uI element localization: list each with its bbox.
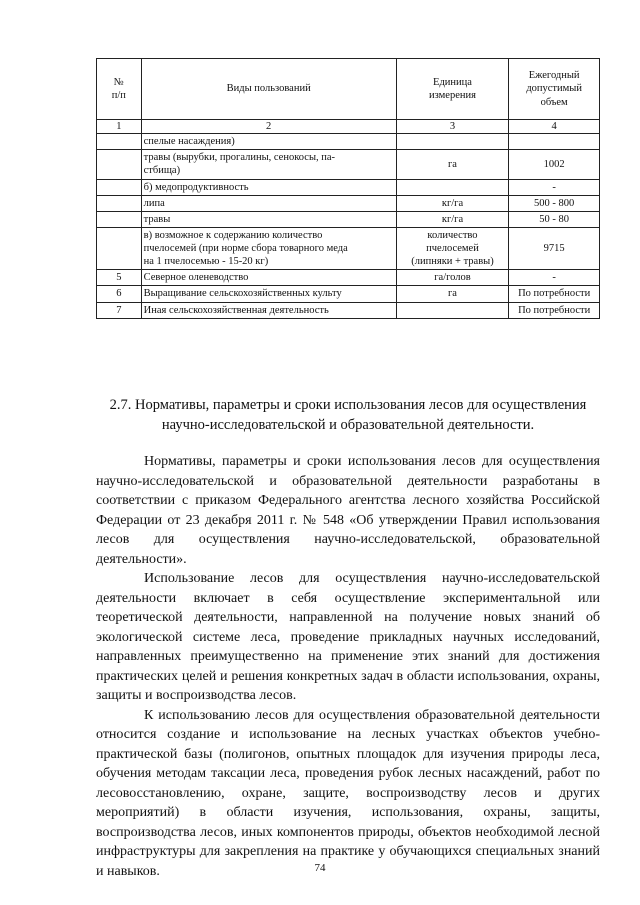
row-number bbox=[97, 227, 142, 269]
unit-cell: количество пчелосемей (липняки + травы) bbox=[396, 227, 509, 269]
table-body bbox=[97, 120, 600, 319]
paragraph: Использование лесов для осуществления научно-исследовательской деятельности включает в себя осуществление экспериментальной или теоретической деятельности, направленной на получение новых знаний об экологической системе леса, проведение прикладных научных исследований, направленных преимущественно на применение этих знаний для достижения практических целей и решения конкретных задач в области использования, охраны, защиты и воспроизводства лесов. bbox=[96, 571, 600, 703]
volume-cell: 9715 bbox=[509, 227, 600, 269]
header-unit: Единица измерения bbox=[396, 59, 509, 120]
row-number bbox=[97, 179, 142, 195]
forest-usage-table bbox=[96, 58, 600, 319]
table-row bbox=[97, 134, 600, 150]
unit-cell bbox=[396, 134, 509, 150]
table-row bbox=[97, 195, 600, 211]
volume-cell: По потребности bbox=[509, 302, 600, 318]
column-number: 1 bbox=[97, 120, 142, 134]
volume-cell bbox=[509, 134, 600, 150]
header-number: № п/п bbox=[97, 59, 142, 120]
table-row bbox=[97, 270, 600, 286]
unit-cell: га/голов bbox=[396, 270, 509, 286]
unit-cell: кг/га bbox=[396, 195, 509, 211]
usage-type-cell: липа bbox=[141, 195, 396, 211]
row-number bbox=[97, 195, 142, 211]
unit-cell: кг/га bbox=[396, 211, 509, 227]
volume-cell: По потребности bbox=[509, 286, 600, 302]
row-number bbox=[97, 211, 142, 227]
unit-cell: га bbox=[396, 150, 509, 179]
volume-cell: 50 - 80 bbox=[509, 211, 600, 227]
row-number bbox=[97, 150, 142, 179]
usage-type-cell: Иная сельскохозяйственная деятельность bbox=[141, 302, 396, 318]
usage-type-cell: травы (вырубки, прогалины, сенокосы, па- стбища) bbox=[141, 150, 396, 179]
column-number: 3 bbox=[396, 120, 509, 134]
volume-cell: 1002 bbox=[509, 150, 600, 179]
column-number-row bbox=[97, 120, 600, 134]
body-text bbox=[96, 452, 600, 881]
usage-type-cell: в) возможное к содержанию количество пчелосемей (при норме сбора товарного меда на 1 пчелосемью - 15-20 кг) bbox=[141, 227, 396, 269]
table-row bbox=[97, 179, 600, 195]
row-number: 5 bbox=[97, 270, 142, 286]
paragraph: Нормативы, параметры и сроки использования лесов для осуществления научно-исследовательской и образовательной деятельности разработаны в соответствии с приказом Федерального агентства лесного хозяйства Российской Федерации от 23 декабря 2011 г. № 548 «Об утверждении Правил использования лесов для осуществления научно-исследовательской, образовательной деятельности». bbox=[96, 454, 600, 567]
table-row bbox=[97, 227, 600, 269]
row-number: 6 bbox=[97, 286, 142, 302]
table-row bbox=[97, 302, 600, 318]
table-row bbox=[97, 211, 600, 227]
usage-type-cell: спелые насаждения) bbox=[141, 134, 396, 150]
column-number: 2 bbox=[141, 120, 396, 134]
table-row bbox=[97, 286, 600, 302]
usage-type-cell: Северное оленеводство bbox=[141, 270, 396, 286]
volume-cell: 500 - 800 bbox=[509, 195, 600, 211]
volume-cell: - bbox=[509, 270, 600, 286]
unit-cell bbox=[396, 179, 509, 195]
unit-cell: га bbox=[396, 286, 509, 302]
row-number bbox=[97, 134, 142, 150]
table-row bbox=[97, 150, 600, 179]
header-usage-type: Виды пользований bbox=[141, 59, 396, 120]
table-header-row bbox=[97, 59, 600, 120]
usage-type-cell: травы bbox=[141, 211, 396, 227]
unit-cell bbox=[396, 302, 509, 318]
section-heading: 2.7. Нормативы, параметры и сроки использования лесов для осуществления научно-исследовательской и образовательной деятельности. bbox=[109, 397, 587, 433]
page-number: 74 bbox=[314, 862, 326, 874]
row-number: 7 bbox=[97, 302, 142, 318]
paragraph: К использованию лесов для осуществления образовательной деятельности относится создание и использование на лесных участках объектов учебно-практической базы (полигонов, опытных площадок для изучения природы леса, обучения методам таксации леса, проведения рубок лесных насаждений, работ по лесовосстановлению, охране, защите, воспроизводству лесов и других мероприятий) в области изучения, использования, охраны, защиты, воспроизводства лесов, иных компонентов природы, объектов необходимой лесной инфраструктуры для закрепления на практике у обучающихся специальных знаний и навыков. bbox=[96, 707, 600, 879]
header-annual-volume: Ежегодный допустимый объем bbox=[509, 59, 600, 120]
column-number: 4 bbox=[509, 120, 600, 134]
volume-cell: - bbox=[509, 179, 600, 195]
usage-type-cell: б) медопродуктивность bbox=[141, 179, 396, 195]
usage-type-cell: Выращивание сельскохозяйственных культу bbox=[141, 286, 396, 302]
